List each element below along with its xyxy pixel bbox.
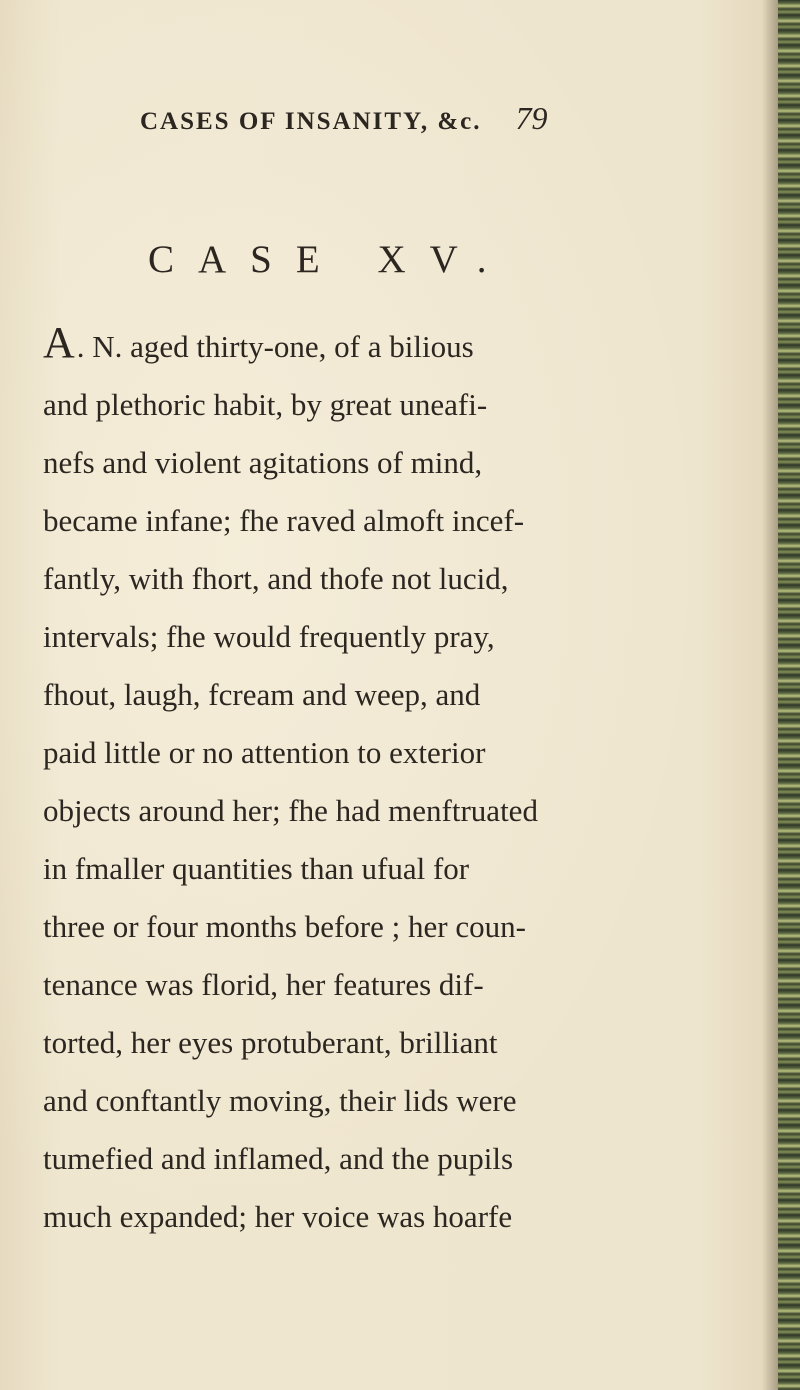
body-text (43, 318, 603, 1246)
text-line: and plethoric habit, by great uneafi- (43, 387, 488, 422)
text-line: three or four months before ; her coun- (43, 909, 526, 944)
page-header (140, 100, 610, 137)
text-line (43, 318, 603, 376)
text-line: much expanded; her voice was hoarfe (43, 1199, 513, 1234)
text-line: paid little or no attention to exterior (43, 735, 486, 770)
text-line: intervals; fhe would frequently pray, (43, 619, 495, 654)
binding-shadow (762, 0, 778, 1390)
text-line: objects around her; fhe had menftruated (43, 793, 538, 828)
text-line: nefs and violent agitations of mind, (43, 445, 483, 480)
text-line: tenance was florid, her features dif- (43, 967, 484, 1002)
text-line: tumefied and inflamed, and the pupils (43, 1141, 514, 1176)
text-line: and conftantly moving, their lids were (43, 1083, 517, 1118)
case-title: CASE XV. (148, 238, 511, 281)
running-head: CASES OF INSANITY, &c. (140, 108, 482, 135)
text-line: fhout, laugh, fcream and weep, and (43, 677, 481, 712)
text-line: in fmaller quantities than ufual for (43, 851, 470, 886)
text-line-content: . N. aged thirty-one, of a bilious (76, 329, 474, 364)
page-number: 79 (515, 100, 548, 136)
text-line: became infane; fhe raved almoft incef- (43, 503, 525, 538)
initial-letter: A (43, 318, 75, 367)
book-binding-edge (778, 0, 800, 1390)
text-line: torted, her eyes protuberant, brilliant (43, 1025, 498, 1060)
text-line: fantly, with fhort, and thofe not lucid, (43, 561, 509, 596)
